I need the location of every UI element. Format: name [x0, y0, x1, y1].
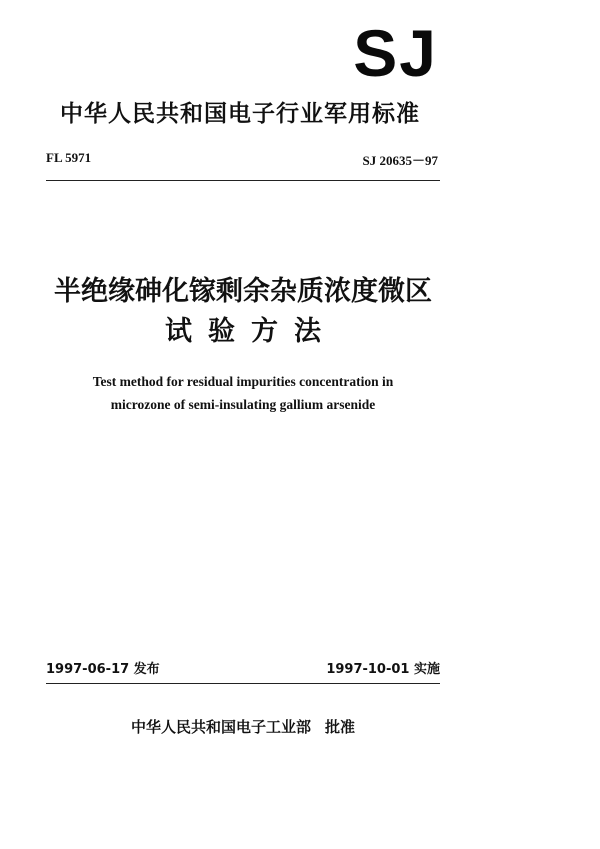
standard-number: SJ 20635－97 — [362, 153, 438, 168]
standard-category-title: 中华人民共和国电子行业军用标准 — [60, 101, 420, 127]
title-en-line1: Test method for residual impurities concentration in — [92, 374, 394, 389]
issuer-line — [46, 716, 440, 737]
sj-logo: SJ — [353, 16, 438, 90]
footer-divider — [46, 683, 440, 684]
title-cn-line1: 半绝缘砷化镓剩余杂质浓度微区 — [54, 276, 432, 307]
effective-date: 1997-10-01 实施 — [326, 662, 440, 677]
title-cn-line2: 试验方法 — [165, 316, 337, 347]
issue-date: 1997-06-17 发布 — [46, 662, 160, 677]
document-title-en — [46, 370, 440, 416]
document-title-cn — [46, 272, 440, 352]
classification-code: FL 5971 — [46, 150, 92, 165]
title-en-line2: microzone of semi-insulating gallium arsenide — [110, 397, 376, 412]
header-divider — [46, 180, 440, 181]
issuer-action: 批准 — [325, 718, 356, 736]
issuer-org: 中华人民共和国电子工业部 — [130, 718, 311, 736]
